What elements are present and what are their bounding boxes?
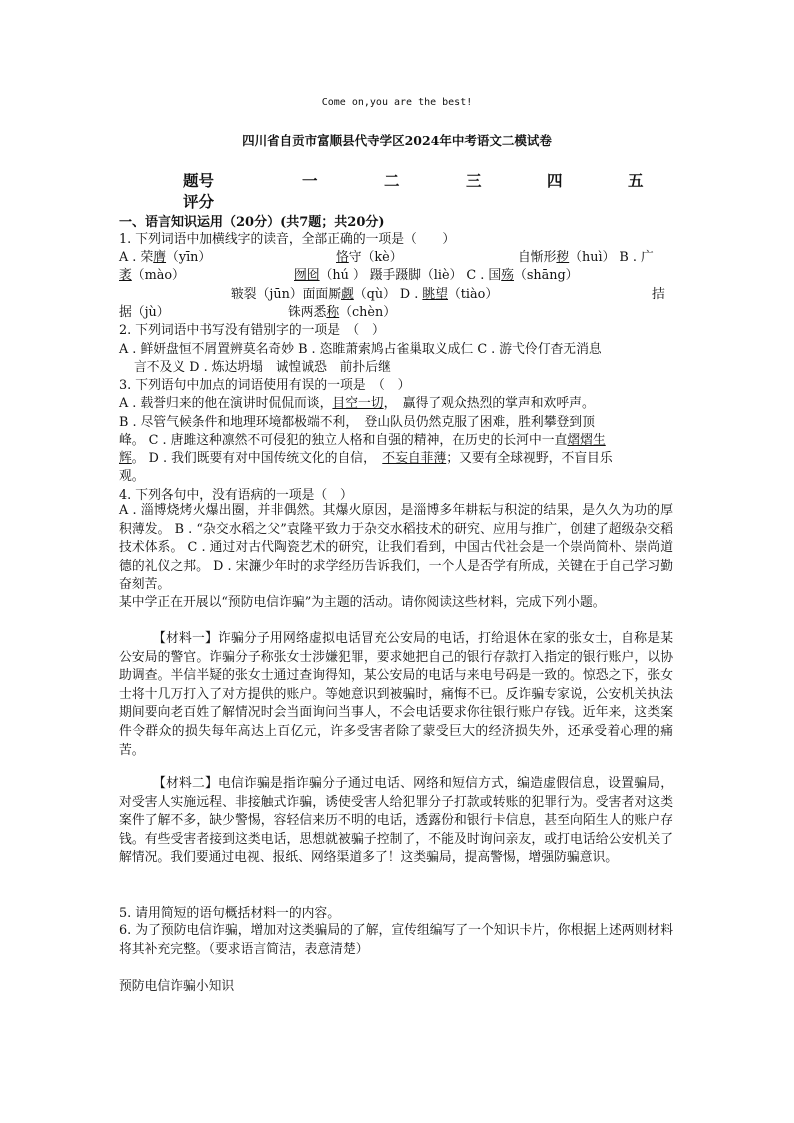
question-3-line-4: 辉。 D . 我们既要有对中国传统文化的自信， 不妄自菲薄；又要有全球视野，不盲目乐 (119, 451, 613, 466)
question-3-line-5: 观。 (119, 469, 145, 484)
question-5: 5. 请用简短的语句概括材料一的内容。 (119, 906, 341, 921)
question-4-options: A . 淄博烧烤火爆出圈，并非偶然。其爆火原因，是淄博多年耕耘与积淀的结果，是久久为功的厚积薄发。 B . “杂交水稻之父”袁隆平致力于杂交水稻技术的研究、应用与推广，创建了超级杂交稻技术体系。 C . 通过对古代陶瓷艺术的研究，让我们看到，中国古代社会是一个崇尚简朴、崇尚道德的礼仪之邦。 D . 宋濂少年时的求学经历告诉我们，一个人是否学有所成，关键在于自己学习勤奋刻苦。 (119, 503, 673, 593)
score-table-col-1: 一 (302, 171, 318, 190)
knowledge-card-title: 预防电信诈骗小知识 (119, 979, 235, 994)
question-2-stem: 2. 下列词语中书写没有错别字的一项是 （ ） (119, 323, 385, 338)
score-table-col-2: 二 (384, 171, 400, 190)
question-1-line-4a: 据（jù） (119, 305, 170, 320)
motto-header: Come on,you are the best! (321, 97, 473, 108)
question-1-line-1c: 自惭形秽（huì） B . 广 (518, 250, 654, 265)
question-1-line-2b: 囫囵（hú ） 蹑手蹑脚（liè） C . 国殇（shāng） (294, 268, 579, 283)
exam-title: 四川省自贡市富顺县代寺学区2024年中考语文二模试卷 (242, 133, 552, 148)
question-3-line-1: A . 载誉归来的他在演讲时侃侃而谈，目空一切， 赢得了观众热烈的掌声和欢呼声。 (119, 396, 595, 411)
question-3-stem: 3. 下列语句中加点的词语使用有误的一项是 （ ） (119, 378, 411, 393)
score-table-col-3: 三 (466, 171, 482, 190)
question-1-stem: 1. 下列词语中加横线字的读音，全部正确的一项是（ ） (119, 232, 456, 247)
question-3-line-3: 峰。 C . 唐雎这种凛然不可侵犯的独立人格和自强的精神，在历史的长河中一直熠熠生 (119, 433, 606, 448)
score-table-row-label-score: 评分 (183, 192, 215, 211)
question-1-line-1b: 恪守（kè） (336, 250, 403, 265)
question-2-line-2: 言不及义 D . 炼达坍塌 诚惶诚恐 前扑后继 (134, 360, 391, 375)
question-2-line-1: A . 鲜妍盘恒不屑置辨莫名奇妙 B . 恣睢萧索鸠占雀巢取义成仁 C . 游弋伶仃杳无消息 (119, 342, 602, 357)
question-1-line-3c: 拮 (652, 287, 665, 302)
question-1-line-4b: 铢两悉称（chèn） (288, 305, 397, 320)
question-1-line-3a: 皲裂（jūn）面面厮觑（qù） D . 眺望（tiào） (231, 287, 499, 302)
question-3-line-2: B . 尽管气候条件和地理环境都极端不利， 登山队员仍然克服了困难，胜利攀登到顶 (119, 415, 595, 430)
score-table-col-4: 四 (547, 171, 563, 190)
material-two: 【材料二】电信诈骗是指诈骗分子通过电话、网络和短信方式，编造虚假信息，设置骗局，对受害人实施远程、非接触式诈骗，诱使受害人给犯罪分子打款或转账的犯罪行为。受害者对这类案件了解不多，缺少警惕，容轻信来历不明的电话，透露份和银行卡信息，甚至向陌生人的账户存钱。有些受害者接到这类电话，思想就被骗子控制了，不能及时询问亲友，或打电话给公安机关了解情况。我们要通过电视、报纸、网络渠道多了！这类骗局，提高警惕，增强防骗意识。 (119, 776, 673, 866)
material-one: 【材料一】诈骗分子用网络虚拟电话冒充公安局的电话，打给退休在家的张女士，自称是某公安局的警官。诈骗分子称张女士涉嫌犯罪，要求她把自己的银行存款打入指定的银行账户，以协助调查。半信半疑的张女士通过查询得知，某公安局的电话与来电号码是一致的。惊恐之下，张女士将十几万打入了对方提供的账户。等她意识到被骗时，痛悔不已。反诈骗专家说，公安机关执法期间要向老百姓了解情况时会当面询问当事人，不会电话要求你往银行账户存钱。近年来，这类案件令群众的损失每年高达上百亿元，许多受害者除了蒙受巨大的经济损失外，还承受着心理的痛苦。 (119, 631, 673, 758)
question-4-stem: 4. 下列各句中，没有语病的一项是（ ） (119, 488, 353, 503)
reading-intro: 某中学正在开展以“预防电信诈骗”为主题的活动。请你阅读这些材料，完成下列小题。 (119, 595, 606, 610)
section-heading: 一、语言知识运用（20分）(共7题；共20分) (119, 215, 385, 230)
question-6: 6. 为了预防电信诈骗，增加对这类骗局的了解，宣传组编写了一个知识卡片，你根据上述两则材料将其补充完整。（要求语言简洁，表意清楚） (119, 923, 673, 957)
score-table-row-label-number: 题号 (183, 171, 215, 190)
question-1-line-1a: A . 荣膺（yīn） (119, 250, 212, 265)
question-1-line-2a: 袤（mào） (119, 268, 185, 283)
score-table-col-5: 五 (628, 171, 644, 190)
